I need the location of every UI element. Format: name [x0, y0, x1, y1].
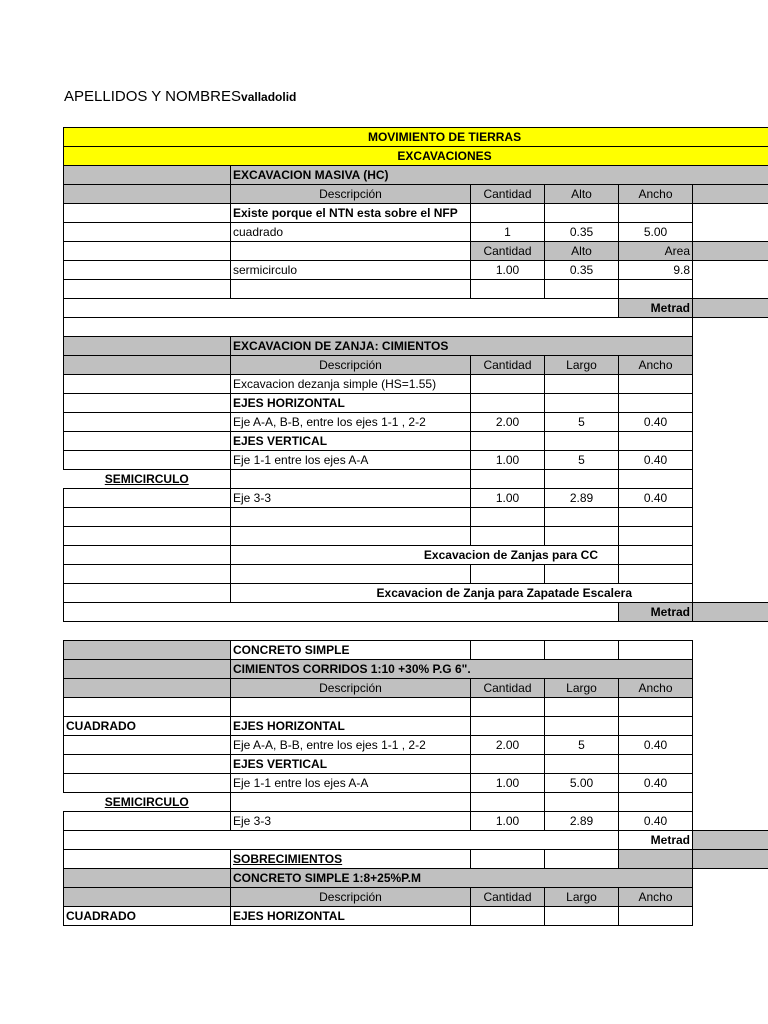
- cell[interactable]: [693, 242, 768, 261]
- cell[interactable]: [64, 869, 231, 888]
- cell[interactable]: [619, 907, 693, 926]
- table-row: [64, 907, 768, 926]
- cell[interactable]: [64, 660, 231, 679]
- cell[interactable]: [471, 641, 545, 660]
- col-alto-2[interactable]: Alto: [545, 242, 619, 261]
- table-row: [64, 470, 768, 489]
- cell[interactable]: [64, 755, 231, 774]
- cell[interactable]: [545, 698, 619, 717]
- cell: [693, 470, 768, 489]
- cell[interactable]: [64, 413, 231, 432]
- concreto-r5-largo[interactable]: 2.89: [545, 812, 619, 831]
- cell: [693, 337, 768, 356]
- zanja-r5-ancho[interactable]: 0.40: [619, 451, 693, 470]
- cell[interactable]: [619, 394, 693, 413]
- table-row: [64, 660, 768, 679]
- cell[interactable]: [64, 641, 231, 660]
- cell[interactable]: [619, 204, 693, 223]
- cell: [693, 223, 768, 242]
- concreto-ejes-horizontal[interactable]: EJES HORIZONTAL: [231, 717, 471, 736]
- semi-alto[interactable]: 0.35: [545, 261, 619, 280]
- cell[interactable]: [619, 280, 693, 299]
- zanja-r5-desc[interactable]: Eje 1-1 entre los ejes A-A: [231, 451, 471, 470]
- cell[interactable]: [619, 565, 693, 584]
- cell[interactable]: [619, 698, 693, 717]
- concreto-subtitle[interactable]: CIMIENTOS CORRIDOS 1:10 +30% P.G 6".: [231, 660, 693, 679]
- cell[interactable]: [64, 698, 231, 717]
- cell[interactable]: [545, 470, 619, 489]
- cell[interactable]: [471, 565, 545, 584]
- zanja-metrado-label[interactable]: Metrad: [619, 603, 693, 622]
- cell: [693, 204, 768, 223]
- zanja-cc-label[interactable]: Excavacion de Zanjas para CC: [231, 546, 619, 565]
- cell: [693, 793, 768, 812]
- table-row: [64, 717, 768, 736]
- title-row: [64, 147, 768, 166]
- cuadrado-ancho[interactable]: 5.00: [619, 223, 693, 242]
- table-row: [64, 394, 768, 413]
- cell[interactable]: [64, 584, 231, 603]
- cell[interactable]: [231, 508, 471, 527]
- cell[interactable]: [471, 470, 545, 489]
- cell[interactable]: [64, 204, 231, 223]
- cell[interactable]: [64, 394, 231, 413]
- table-row: [64, 774, 768, 793]
- concreto-r5-ancho[interactable]: 0.40: [619, 812, 693, 831]
- cell[interactable]: [64, 337, 231, 356]
- zanja-r3-desc[interactable]: Eje A-A, B-B, entre los ejes 1-1 , 2-2: [231, 413, 471, 432]
- concreto-r5-desc[interactable]: Eje 3-3: [231, 812, 471, 831]
- table-row: [64, 508, 768, 527]
- cell[interactable]: [64, 603, 619, 622]
- concreto-r5-cantidad[interactable]: 1.00: [471, 812, 545, 831]
- table-row: [64, 641, 768, 660]
- cell[interactable]: [231, 698, 471, 717]
- cell[interactable]: [545, 394, 619, 413]
- cell: [693, 755, 768, 774]
- concreto-r2-desc[interactable]: Eje A-A, B-B, entre los ejes 1-1 , 2-2: [231, 736, 471, 755]
- table-row: [64, 565, 768, 584]
- table-row: [64, 622, 768, 641]
- masiva-metrado-label[interactable]: Metrad: [619, 299, 693, 318]
- table-row: [64, 299, 768, 318]
- cell[interactable]: [619, 508, 693, 527]
- cell[interactable]: [231, 793, 471, 812]
- cell: [693, 717, 768, 736]
- masiva-title[interactable]: EXCAVACION MASIVA (HC): [231, 166, 768, 185]
- cell: [693, 736, 768, 755]
- col-ancho[interactable]: Ancho: [619, 356, 693, 375]
- cell: [693, 774, 768, 793]
- col-descripcion[interactable]: Descripción: [231, 185, 471, 204]
- cell[interactable]: [471, 907, 545, 926]
- cell[interactable]: [619, 850, 693, 869]
- table-row: [64, 869, 768, 888]
- table-row: [64, 755, 768, 774]
- table-row: [64, 185, 768, 204]
- table-row: [64, 223, 768, 242]
- cell[interactable]: [619, 641, 693, 660]
- cell: [693, 375, 768, 394]
- cell[interactable]: [545, 907, 619, 926]
- cell: [693, 698, 768, 717]
- cell[interactable]: [231, 565, 471, 584]
- section-title-excavaciones: EXCAVACIONES: [64, 147, 768, 166]
- cell[interactable]: [693, 850, 768, 869]
- col-cantidad[interactable]: Cantidad: [471, 356, 545, 375]
- concreto-cuadrado[interactable]: CUADRADO: [64, 717, 231, 736]
- col-cantidad[interactable]: Cantidad: [471, 185, 545, 204]
- table-row: [64, 318, 768, 337]
- cell[interactable]: [619, 546, 693, 565]
- col-ancho[interactable]: Ancho: [619, 679, 693, 698]
- section-title-movimiento: MOVIMIENTO DE TIERRAS: [64, 128, 768, 147]
- cell: [693, 394, 768, 413]
- zanja-r3-largo[interactable]: 5: [545, 413, 619, 432]
- cell[interactable]: [619, 793, 693, 812]
- cell[interactable]: [64, 565, 231, 584]
- cell: [693, 869, 768, 888]
- sobre-ejes-horizontal[interactable]: EJES HORIZONTAL: [231, 907, 471, 926]
- concreto-r4-cantidad[interactable]: 1.00: [471, 774, 545, 793]
- cell[interactable]: [545, 641, 619, 660]
- name-value: valladolid: [241, 90, 297, 104]
- zanja-r6-desc[interactable]: Eje 3-3: [231, 489, 471, 508]
- col-ancho[interactable]: Ancho: [619, 185, 693, 204]
- masiva-note[interactable]: Existe porque el NTN esta sobre el NFP: [231, 204, 471, 223]
- cell[interactable]: [64, 489, 231, 508]
- concreto-r2-largo[interactable]: 5: [545, 736, 619, 755]
- cell[interactable]: [693, 603, 768, 622]
- cell[interactable]: [64, 831, 619, 850]
- col-descripcion[interactable]: Descripción: [231, 888, 471, 907]
- col-area[interactable]: Area: [619, 242, 693, 261]
- cell[interactable]: [619, 375, 693, 394]
- cell[interactable]: [545, 850, 619, 869]
- cell[interactable]: [64, 508, 231, 527]
- cell: [693, 812, 768, 831]
- zanja-r5-largo[interactable]: 5: [545, 451, 619, 470]
- table-row: [64, 356, 768, 375]
- concreto-r4-largo[interactable]: 5.00: [545, 774, 619, 793]
- table-row: [64, 736, 768, 755]
- cell: [693, 318, 768, 337]
- concreto-metrado-label[interactable]: Metrad: [619, 831, 693, 850]
- cell: [693, 413, 768, 432]
- cell[interactable]: [471, 204, 545, 223]
- table-row: [64, 261, 768, 280]
- zanja-semicirculo[interactable]: SEMICIRCULO: [64, 470, 231, 489]
- zanja-ejes-horizontal[interactable]: EJES HORIZONTAL: [231, 394, 471, 413]
- cell[interactable]: [471, 432, 545, 451]
- metrado-table: [63, 127, 768, 926]
- cell[interactable]: [64, 242, 231, 261]
- cell[interactable]: [619, 432, 693, 451]
- zanja-r6-ancho[interactable]: 0.40: [619, 489, 693, 508]
- cuadrado-alto[interactable]: 0.35: [545, 223, 619, 242]
- col-alto[interactable]: Alto: [545, 185, 619, 204]
- concreto-r4-desc[interactable]: Eje 1-1 entre los ejes A-A: [231, 774, 471, 793]
- cell[interactable]: [471, 793, 545, 812]
- cell: [693, 546, 768, 565]
- table-row: [64, 527, 768, 546]
- zanja-r3-ancho[interactable]: 0.40: [619, 413, 693, 432]
- cell[interactable]: [545, 432, 619, 451]
- table-row: [64, 546, 768, 565]
- sobre-cuadrado[interactable]: CUADRADO: [64, 907, 231, 926]
- cell[interactable]: [471, 755, 545, 774]
- table-row: [64, 413, 768, 432]
- concreto-r2-cantidad[interactable]: 2.00: [471, 736, 545, 755]
- cell: [693, 508, 768, 527]
- table-row: [64, 489, 768, 508]
- cell: [693, 888, 768, 907]
- table-row: [64, 242, 768, 261]
- table-row: [64, 166, 768, 185]
- table-row: [64, 375, 768, 394]
- concreto-ejes-vertical[interactable]: EJES VERTICAL: [231, 755, 471, 774]
- col-largo[interactable]: Largo: [545, 356, 619, 375]
- cell: [693, 641, 768, 660]
- cell[interactable]: [471, 527, 545, 546]
- zanja-r5-cantidad[interactable]: 1.00: [471, 451, 545, 470]
- cell[interactable]: [471, 850, 545, 869]
- zanja-r1[interactable]: Excavacion dezanja simple (HS=1.55): [231, 375, 471, 394]
- zanja-ejes-vertical[interactable]: EJES VERTICAL: [231, 432, 471, 451]
- cell[interactable]: [471, 508, 545, 527]
- cell[interactable]: [64, 166, 231, 185]
- cell[interactable]: [64, 812, 231, 831]
- header-line: [64, 88, 296, 105]
- cell[interactable]: [693, 185, 768, 204]
- col-cantidad[interactable]: Cantidad: [471, 679, 545, 698]
- cell[interactable]: [64, 679, 231, 698]
- cell[interactable]: [545, 280, 619, 299]
- semi-desc[interactable]: sermicirculo: [231, 261, 471, 280]
- table-row: [64, 831, 768, 850]
- cell[interactable]: [231, 470, 471, 489]
- cell[interactable]: [619, 717, 693, 736]
- cell[interactable]: [693, 831, 768, 850]
- cell[interactable]: [64, 850, 231, 869]
- cell[interactable]: [693, 299, 768, 318]
- cuadrado-cantidad[interactable]: 1: [471, 223, 545, 242]
- sobre-subtitle[interactable]: CONCRETO SIMPLE 1:8+25%P.M: [231, 869, 693, 888]
- cell[interactable]: [64, 432, 231, 451]
- zanja-r3-cantidad[interactable]: 2.00: [471, 413, 545, 432]
- cell[interactable]: [64, 280, 231, 299]
- spreadsheet: [63, 127, 768, 926]
- cell: [693, 489, 768, 508]
- cell: [693, 679, 768, 698]
- cell[interactable]: [545, 793, 619, 812]
- col-descripcion[interactable]: Descripción: [231, 356, 471, 375]
- cell: [693, 660, 768, 679]
- zanja-escalera-label[interactable]: Excavacion de Zanja para Zapatade Escalera: [231, 584, 693, 603]
- cell[interactable]: [545, 717, 619, 736]
- table-row: [64, 850, 768, 869]
- cell[interactable]: [545, 204, 619, 223]
- cuadrado-desc[interactable]: cuadrado: [231, 223, 471, 242]
- cell[interactable]: [545, 755, 619, 774]
- cell[interactable]: [64, 299, 619, 318]
- table-row: [64, 337, 768, 356]
- cell[interactable]: [64, 223, 231, 242]
- cell[interactable]: [545, 375, 619, 394]
- cell[interactable]: [619, 527, 693, 546]
- concreto-title[interactable]: CONCRETO SIMPLE: [231, 641, 471, 660]
- table-row: [64, 451, 768, 470]
- table-row: [64, 432, 768, 451]
- cell: [693, 356, 768, 375]
- table-row: [64, 204, 768, 223]
- zanja-title[interactable]: EXCAVACION DE ZANJA: CIMIENTOS: [231, 337, 693, 356]
- cell[interactable]: [64, 451, 231, 470]
- table-row: [64, 679, 768, 698]
- cell[interactable]: [64, 318, 693, 337]
- cell: [693, 907, 768, 926]
- col-cantidad[interactable]: Cantidad: [471, 888, 545, 907]
- col-ancho[interactable]: Ancho: [619, 888, 693, 907]
- cell[interactable]: [619, 755, 693, 774]
- sobre-title[interactable]: SOBRECIMIENTOS: [231, 850, 471, 869]
- cell: [693, 565, 768, 584]
- semi-cantidad[interactable]: 1.00: [471, 261, 545, 280]
- concreto-semicirculo[interactable]: SEMICIRCULO: [64, 793, 231, 812]
- name-label: APELLIDOS Y NOMBRES: [64, 88, 242, 105]
- cell[interactable]: [619, 470, 693, 489]
- cell: [693, 261, 768, 280]
- concreto-r4-ancho[interactable]: 0.40: [619, 774, 693, 793]
- concreto-r2-ancho[interactable]: 0.40: [619, 736, 693, 755]
- cell[interactable]: [471, 698, 545, 717]
- table-row: [64, 603, 768, 622]
- cell[interactable]: [231, 242, 471, 261]
- cell[interactable]: [231, 527, 471, 546]
- cell[interactable]: [64, 527, 231, 546]
- cell[interactable]: [545, 565, 619, 584]
- cell[interactable]: [64, 261, 231, 280]
- col-cantidad-2[interactable]: Cantidad: [471, 242, 545, 261]
- cell: [693, 584, 768, 603]
- table-row: [64, 584, 768, 603]
- title-row: [64, 128, 768, 147]
- cell[interactable]: [64, 774, 231, 793]
- cell[interactable]: [64, 356, 231, 375]
- col-descripcion[interactable]: Descripción: [231, 679, 471, 698]
- col-largo[interactable]: Largo: [545, 888, 619, 907]
- cell[interactable]: [231, 280, 471, 299]
- table-row: [64, 812, 768, 831]
- cell[interactable]: [545, 508, 619, 527]
- table-row: [64, 888, 768, 907]
- table-row: [64, 280, 768, 299]
- table-row: [64, 793, 768, 812]
- table-row: [64, 698, 768, 717]
- cell[interactable]: [64, 546, 231, 565]
- cell: [64, 622, 768, 641]
- zanja-r6-cantidad[interactable]: 1.00: [471, 489, 545, 508]
- cell: [693, 280, 768, 299]
- cell: [693, 432, 768, 451]
- cell[interactable]: [471, 717, 545, 736]
- semi-area[interactable]: 9.8: [619, 261, 693, 280]
- cell[interactable]: [64, 375, 231, 394]
- cell[interactable]: [471, 394, 545, 413]
- cell[interactable]: [471, 280, 545, 299]
- cell[interactable]: [471, 375, 545, 394]
- cell[interactable]: [545, 527, 619, 546]
- cell[interactable]: [64, 185, 231, 204]
- cell: [693, 527, 768, 546]
- zanja-r6-largo[interactable]: 2.89: [545, 489, 619, 508]
- col-largo[interactable]: Largo: [545, 679, 619, 698]
- cell[interactable]: [64, 888, 231, 907]
- cell[interactable]: [64, 736, 231, 755]
- cell: [693, 451, 768, 470]
